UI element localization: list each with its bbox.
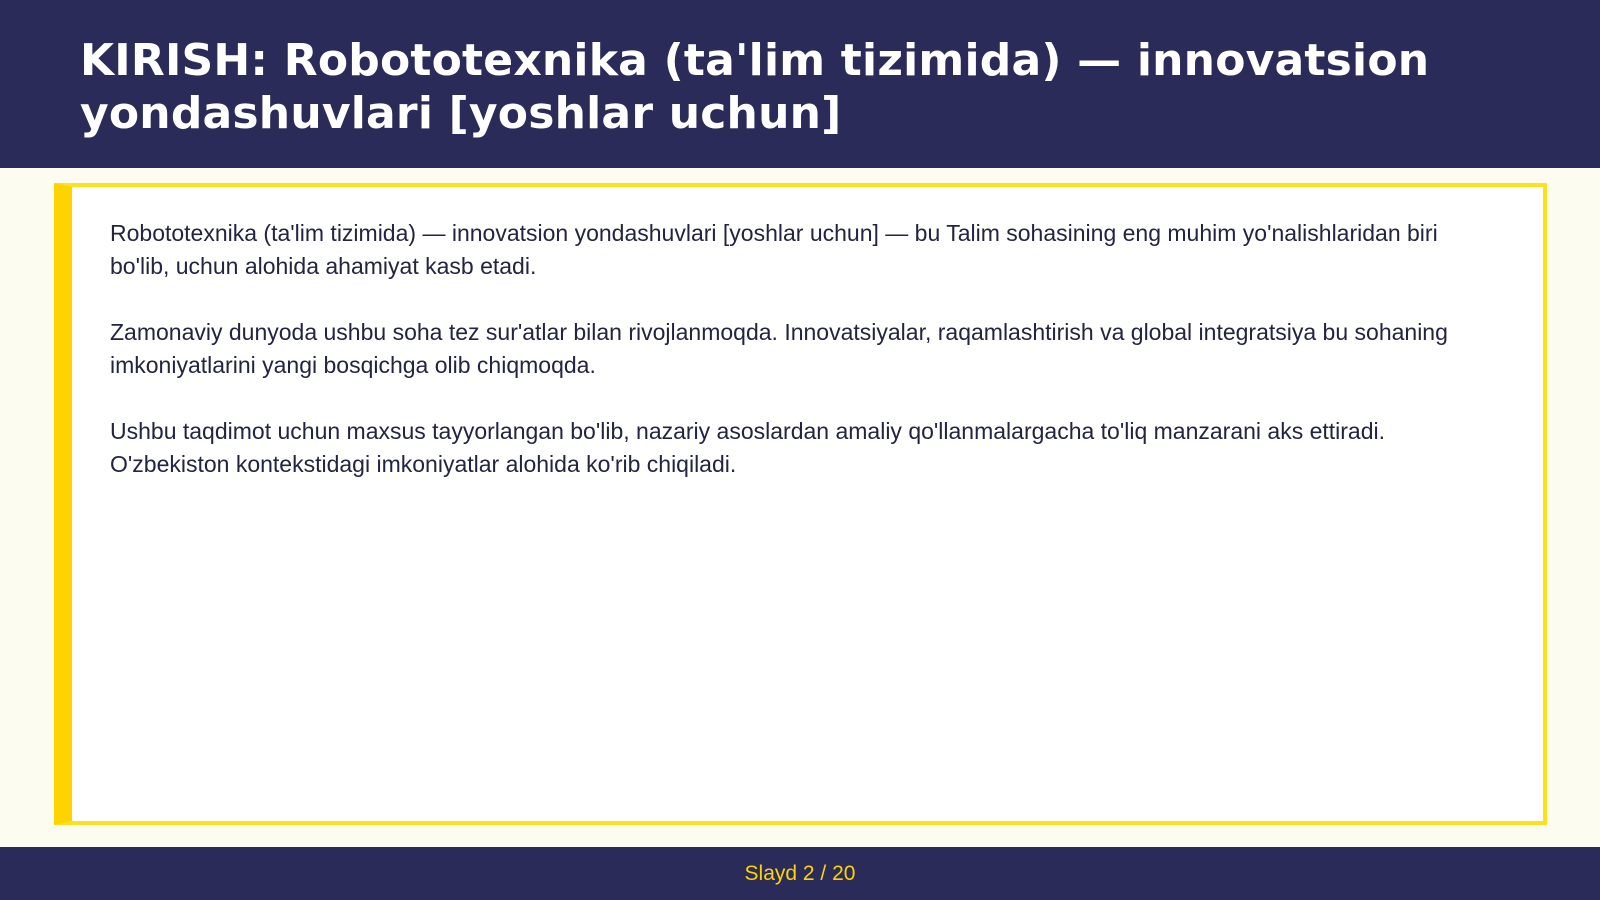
paragraph-presentation-scope: Ushbu taqdimot uchun maxsus tayyorlangan bo'lib, nazariy asoslardan amaliy qo'llanmalargacha to'liq manzarani aks ettiradi. O'zbekiston kontekstidagi imkoniyatlar alohida ko'rib chiqiladi.	[110, 418, 1386, 477]
content-box	[54, 183, 1547, 825]
slide-footer	[0, 847, 1600, 900]
slide-counter: Slayd 2 / 20	[744, 861, 856, 885]
slide-header	[0, 0, 1600, 168]
slide-title: KIRISH: Robototexnika (ta'lim tizimida) — innovatsion yondashuvlari [yoshlar uchun]	[80, 35, 1430, 139]
paragraph-modern-world: Zamonaviy dunyoda ushbu soha tez sur'atlar bilan rivojlanmoqda. Innovatsiyalar, raqamlashtirish va global integratsiya bu sohaning imkoniyatlarini yangi bosqichga olib chiqmoqda.	[110, 319, 1448, 378]
paragraph-intro: Robototexnika (ta'lim tizimida) — innovatsion yondashuvlari [yoshlar uchun] — bu Talim sohasining eng muhim yo'nalishlaridan biri bo'lib, uchun alohida ahamiyat kasb etadi.	[110, 220, 1438, 279]
